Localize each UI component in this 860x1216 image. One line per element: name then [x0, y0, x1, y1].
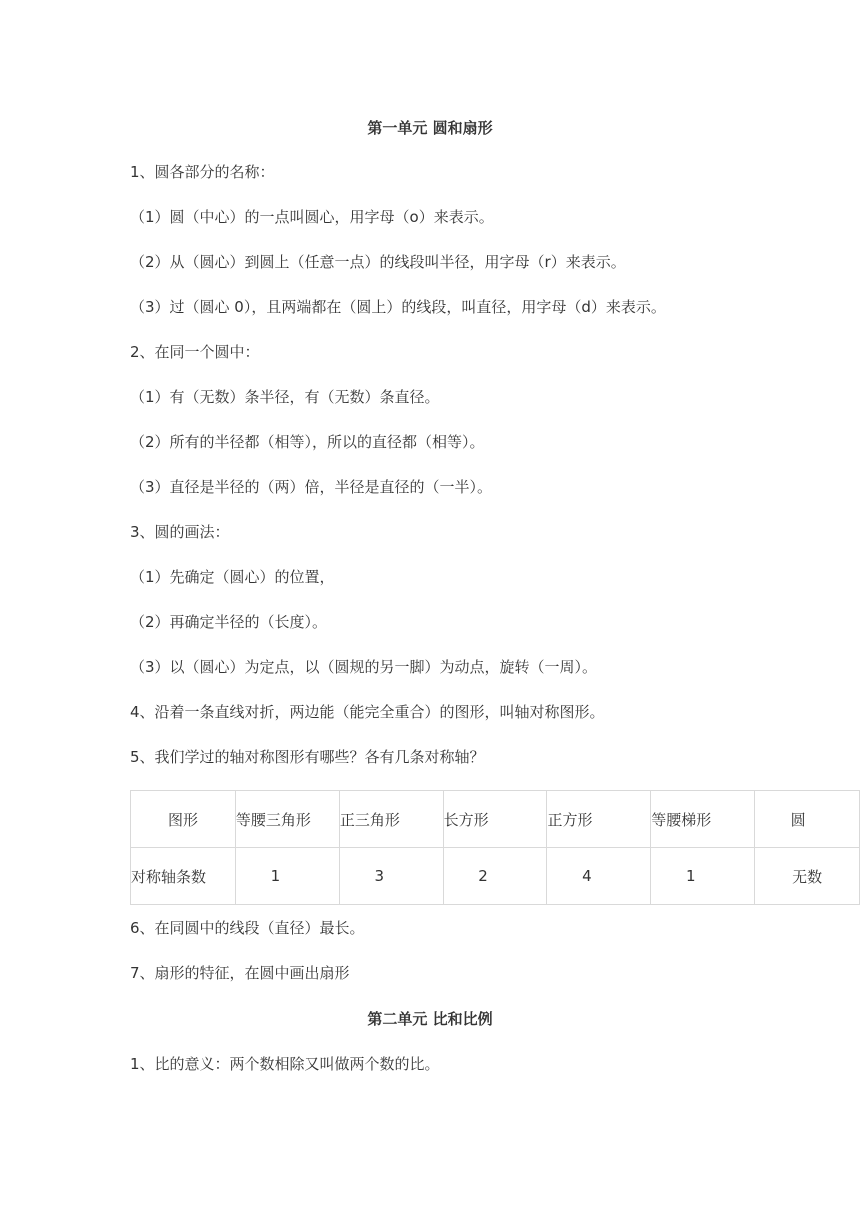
- unit1-p4: 4、沿着一条直线对折，两边能（能完全重合）的图形，叫轴对称图形。: [130, 703, 605, 721]
- unit1-p1-title: 1、圆各部分的名称：: [130, 163, 275, 181]
- table-cell: 正方形: [547, 791, 651, 848]
- table-cell: 2: [443, 848, 547, 905]
- unit1-heading: 第一单元 圆和扇形: [367, 119, 493, 137]
- table-row: [131, 848, 860, 905]
- table-cell: 图形: [131, 791, 236, 848]
- table-header-row: [131, 791, 860, 848]
- table-cell: 1: [235, 848, 339, 905]
- table-cell: 4: [547, 848, 651, 905]
- table-cell: 无数: [755, 848, 860, 905]
- symmetry-axis-table: [130, 790, 860, 905]
- unit1-p2-item-2: （2）所有的半径都（相等），所以的直径都（相等）。: [130, 433, 485, 451]
- table-cell: 圆: [755, 791, 860, 848]
- unit1-p5: 5、我们学过的轴对称图形有哪些？各有几条对称轴？: [130, 748, 485, 766]
- table-cell: 3: [339, 848, 443, 905]
- unit1-p3-title: 3、圆的画法：: [130, 523, 230, 541]
- table-cell: 等腰三角形: [235, 791, 339, 848]
- unit1-p3-item-1: （1）先确定（圆心）的位置，: [130, 568, 335, 586]
- unit1-p7: 7、扇形的特征，在圆中画出扇形: [130, 964, 350, 982]
- unit1-p3-item-2: （2）再确定半径的（长度）。: [130, 613, 328, 631]
- unit1-p2-item-1: （1）有（无数）条半径，有（无数）条直径。: [130, 388, 440, 406]
- table-cell: 1: [651, 848, 755, 905]
- unit1-p1-item-2: （2）从（圆心）到圆上（任意一点）的线段叫半径，用字母（r）来表示。: [130, 253, 626, 271]
- table-cell: 等腰梯形: [651, 791, 755, 848]
- table-cell: 正三角形: [339, 791, 443, 848]
- unit1-p3-item-3: （3）以（圆心）为定点，以（圆规的另一脚）为动点，旋转（一周）。: [130, 658, 598, 676]
- unit2-heading: 第二单元 比和比例: [367, 1010, 493, 1028]
- table-cell: 对称轴条数: [131, 848, 236, 905]
- unit1-p1-item-3: （3）过（圆心 0），且两端都在（圆上）的线段，叫直径，用字母（d）来表示。: [130, 298, 666, 316]
- unit1-p6: 6、在同圆中的线段（直径）最长。: [130, 919, 365, 937]
- unit1-p1-item-1: （1）圆（中心）的一点叫圆心，用字母（o）来表示。: [130, 208, 494, 226]
- unit1-p2-title: 2、在同一个圆中：: [130, 343, 260, 361]
- unit2-p1: 1、比的意义：两个数相除又叫做两个数的比。: [130, 1055, 440, 1073]
- unit1-p2-item-3: （3）直径是半径的（两）倍，半径是直径的（一半）。: [130, 478, 493, 496]
- table-cell: 长方形: [443, 791, 547, 848]
